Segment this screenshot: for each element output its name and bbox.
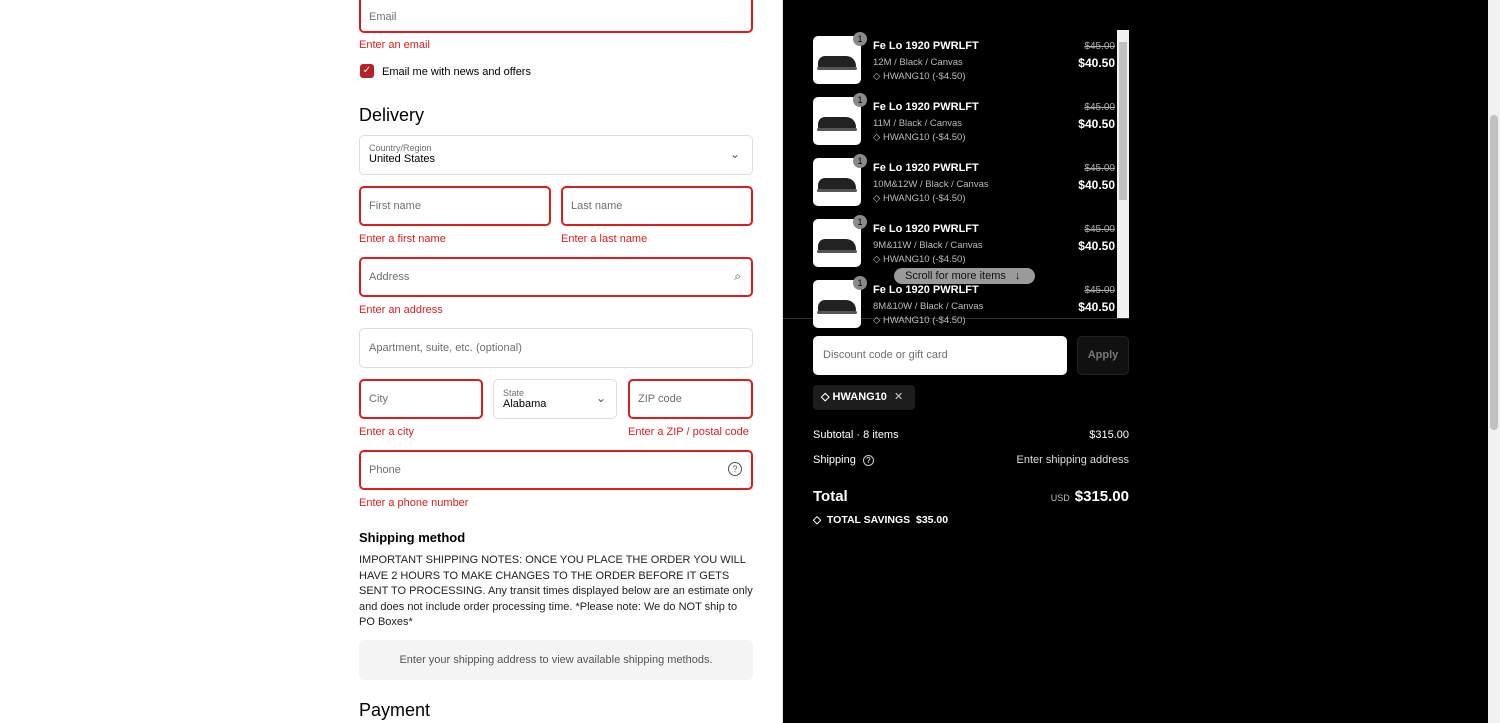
item-variant: 11M / Black / Canvas bbox=[873, 118, 963, 129]
savings-label: TOTAL SAVINGS bbox=[826, 514, 911, 526]
item-discount-text: HWANG10 (-$4.50) bbox=[882, 193, 966, 204]
applied-discount-tag bbox=[813, 385, 915, 410]
cart-item bbox=[813, 97, 1115, 149]
city-error: Enter a city bbox=[359, 426, 415, 438]
payment-heading: Payment bbox=[359, 700, 431, 720]
total-row bbox=[963, 488, 1129, 506]
item-original-price: $45.00 bbox=[1084, 41, 1115, 52]
items-scrollbar[interactable] bbox=[1117, 30, 1129, 318]
cart-item bbox=[813, 280, 1115, 332]
apartment-input[interactable] bbox=[359, 328, 753, 368]
item-discount bbox=[873, 132, 965, 143]
first-name-input[interactable] bbox=[359, 186, 551, 226]
item-discount-text: HWANG10 (-$4.50) bbox=[882, 132, 966, 143]
tag-icon: ◇ bbox=[873, 254, 881, 265]
state-label: State bbox=[503, 388, 525, 398]
item-discount bbox=[873, 71, 965, 82]
shipping-label-text: Shipping bbox=[813, 454, 856, 466]
quantity-badge: 1 bbox=[853, 215, 867, 229]
quantity-badge: 1 bbox=[853, 154, 867, 168]
item-variant: 10M&12W / Black / Canvas bbox=[873, 179, 989, 190]
item-original-price: $45.00 bbox=[1084, 285, 1115, 296]
country-label: Country/Region bbox=[369, 143, 432, 153]
item-name: Fe Lo 1920 PWRLFT bbox=[873, 101, 979, 113]
currency-code: USD bbox=[1050, 493, 1070, 503]
tag-icon: ◇ bbox=[873, 315, 881, 326]
quantity-badge: 1 bbox=[853, 32, 867, 46]
state-value: Alabama bbox=[503, 398, 547, 410]
subtotal-label: Subtotal · 8 items bbox=[813, 429, 899, 441]
item-discount-text: HWANG10 (-$4.50) bbox=[882, 71, 966, 82]
item-price: $40.50 bbox=[1078, 300, 1115, 314]
remove-discount-icon[interactable]: ✕ bbox=[894, 391, 904, 403]
applied-code: HWANG10 bbox=[832, 391, 887, 403]
cart-item bbox=[813, 158, 1115, 210]
page-scrollbar-thumb[interactable] bbox=[1490, 115, 1498, 430]
shipping-method-heading: Shipping method bbox=[359, 530, 466, 545]
item-discount-text: HWANG10 (-$4.50) bbox=[882, 254, 966, 265]
tag-icon: ◇ bbox=[873, 71, 881, 82]
phone-error: Enter a phone number bbox=[359, 497, 469, 509]
delivery-heading: Delivery bbox=[359, 105, 425, 125]
item-original-price: $45.00 bbox=[1084, 224, 1115, 235]
chevron-down-icon: ⌄ bbox=[729, 147, 740, 161]
savings-value: $35.00 bbox=[916, 514, 949, 526]
page-scrollbar[interactable] bbox=[1488, 0, 1500, 723]
zip-placeholder: ZIP code bbox=[638, 393, 682, 405]
cart-item bbox=[813, 219, 1115, 271]
item-price: $40.50 bbox=[1078, 178, 1115, 192]
country-select[interactable] bbox=[359, 135, 753, 175]
apply-button[interactable]: Apply bbox=[1077, 336, 1129, 375]
apartment-placeholder: Apartment, suite, etc. (optional) bbox=[369, 342, 522, 354]
last-name-error: Enter a last name bbox=[561, 233, 648, 245]
city-placeholder: City bbox=[369, 393, 388, 405]
first-name-placeholder: First name bbox=[369, 200, 421, 212]
zip-error: Enter a ZIP / postal code bbox=[628, 426, 749, 438]
order-summary bbox=[782, 0, 1488, 723]
quantity-badge: 1 bbox=[853, 93, 867, 107]
item-name: Fe Lo 1920 PWRLFT bbox=[873, 162, 979, 174]
last-name-input[interactable] bbox=[561, 186, 753, 226]
phone-placeholder: Phone bbox=[369, 464, 401, 476]
zip-input[interactable] bbox=[628, 379, 753, 419]
cart-item bbox=[813, 36, 1115, 88]
address-placeholder: Address bbox=[369, 271, 410, 283]
item-name: Fe Lo 1920 PWRLFT bbox=[873, 223, 979, 235]
shipping-notes: IMPORTANT SHIPPING NOTES: ONCE YOU PLACE THE ORDER YOU WILL HAVE 2 HOURS TO MAKE CHANGES TO THE ORDER BEFORE IT GETS SENT TO PROCESSING. Any transit times displayed below are an estimate only and does not include order processing time. *Please note: We do NOT ship to PO Boxes* bbox=[359, 554, 753, 628]
item-price: $40.50 bbox=[1078, 56, 1115, 70]
item-variant: 8M&10W / Black / Canvas bbox=[873, 301, 984, 312]
total-value: $315.00 bbox=[1074, 488, 1129, 505]
tag-icon: ◇ bbox=[813, 514, 822, 526]
newsletter-label: Email me with news and offers bbox=[382, 66, 531, 78]
address-input[interactable] bbox=[359, 257, 753, 297]
chevron-down-icon: ⌄ bbox=[595, 391, 606, 405]
discount-placeholder: Discount code or gift card bbox=[823, 349, 948, 361]
city-input[interactable] bbox=[359, 379, 483, 419]
first-name-error: Enter a first name bbox=[359, 233, 446, 245]
shipping-value: Enter shipping address bbox=[1016, 454, 1129, 466]
last-name-placeholder: Last name bbox=[571, 200, 623, 212]
country-value: United States bbox=[369, 153, 436, 165]
total-label: Total bbox=[813, 488, 848, 505]
newsletter-checkbox[interactable]: ✓ bbox=[360, 64, 374, 78]
tag-icon: ◇ bbox=[821, 391, 830, 403]
address-error: Enter an address bbox=[359, 304, 443, 316]
scroll-more-button[interactable] bbox=[894, 268, 1035, 284]
item-name: Fe Lo 1920 PWRLFT bbox=[873, 40, 979, 52]
quantity-badge: 1 bbox=[853, 276, 867, 290]
item-original-price: $45.00 bbox=[1084, 102, 1115, 113]
email-placeholder: Email bbox=[369, 10, 397, 23]
help-icon[interactable]: ? bbox=[863, 455, 874, 466]
item-variant: 9M&11W / Black / Canvas bbox=[873, 240, 983, 251]
email-error: Enter an email bbox=[359, 39, 430, 51]
item-variant: 12M / Black / Canvas bbox=[873, 57, 963, 68]
item-discount bbox=[873, 193, 965, 204]
scrollbar-thumb[interactable] bbox=[1119, 42, 1127, 200]
item-discount bbox=[873, 315, 965, 326]
shipping-label bbox=[813, 454, 874, 466]
item-discount bbox=[873, 254, 965, 265]
help-icon[interactable]: ? bbox=[728, 462, 742, 476]
phone-input[interactable] bbox=[359, 450, 753, 490]
shipping-methods-placeholder: Enter your shipping address to view available shipping methods. bbox=[359, 640, 753, 680]
search-icon: ⌕ bbox=[734, 269, 741, 283]
tag-icon: ◇ bbox=[873, 193, 881, 204]
email-input[interactable] bbox=[359, 0, 753, 33]
item-name: Fe Lo 1920 PWRLFT bbox=[873, 284, 979, 296]
arrow-down-icon: ↓ bbox=[1014, 270, 1021, 282]
item-price: $40.50 bbox=[1078, 239, 1115, 253]
tag-icon: ◇ bbox=[873, 132, 881, 143]
item-original-price: $45.00 bbox=[1084, 163, 1115, 174]
item-price: $40.50 bbox=[1078, 117, 1115, 131]
state-select[interactable] bbox=[493, 379, 617, 419]
subtotal-value: $315.00 bbox=[1089, 429, 1129, 441]
item-discount-text: HWANG10 (-$4.50) bbox=[882, 315, 966, 326]
discount-code-input[interactable] bbox=[813, 336, 1067, 375]
scroll-hint-text: Scroll for more items bbox=[905, 270, 1006, 282]
total-savings bbox=[813, 514, 948, 526]
